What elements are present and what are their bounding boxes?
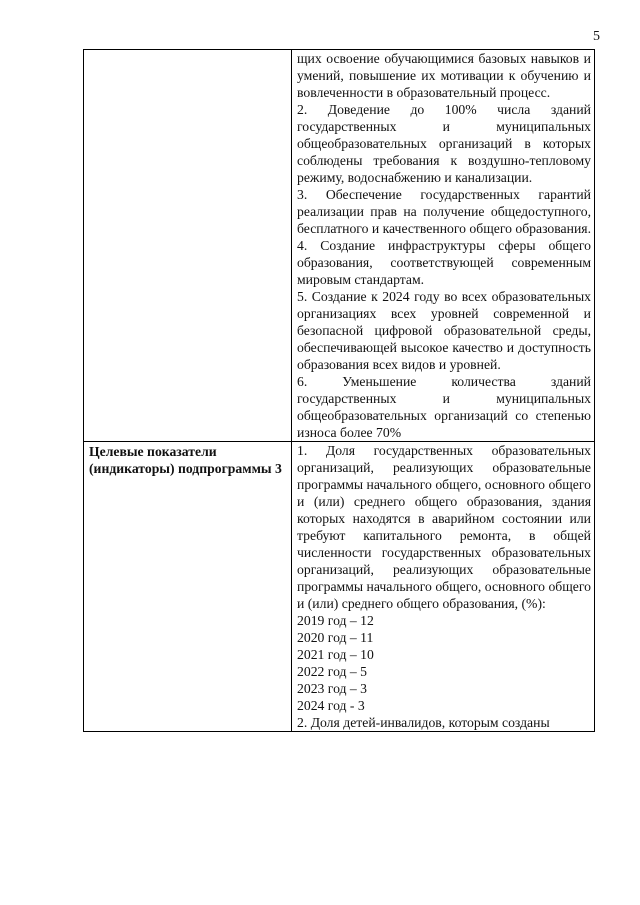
- indicators-text: [297, 442, 591, 731]
- task-paragraph: 6. Уменьшение количества зданий государственных и муниципальных общеобразовательных организаций со степенью износа более 70%: [297, 374, 591, 440]
- table-row: [84, 50, 595, 442]
- table-row: [84, 442, 595, 732]
- program-passport-table: [83, 49, 595, 732]
- year-value: 2021 год – 10: [297, 647, 374, 662]
- year-value: 2020 год – 11: [297, 630, 374, 645]
- task-paragraph: 5. Создание к 2024 году во всех образовательных организациях всех уровней современной и безопасной цифровой образовательной среды, обеспечивающей высокое качество и доступность образования всех видов и уровней.: [297, 289, 591, 372]
- year-value: 2023 год – 3: [297, 681, 368, 696]
- indicator-next: 2. Доля детей-инвалидов, которым созданы: [297, 715, 550, 730]
- year-value: 2022 год – 5: [297, 664, 368, 679]
- task-paragraph: 3. Обеспечение государственных гарантий реализации прав на получение общедоступного, бесплатного и качественного общего образования.: [297, 187, 591, 236]
- year-value: 2019 год – 12: [297, 613, 374, 628]
- label-cell: [84, 442, 292, 732]
- task-paragraph: 4. Создание инфраструктуры сферы общего образования, соответствующей современным мировым стандартам.: [297, 238, 591, 287]
- year-values-list: [297, 612, 591, 714]
- tasks-text: [297, 50, 591, 441]
- indicator-intro: 1. Доля государственных образовательных организаций, реализующих образовательные программы начального общего, основного общего и (или) среднего общего образования, здания которых находятся в аварийном состоянии или требуют капитального ремонта, в общей численности государственных образовательных организаций, реализующих образовательные программы начального общего, основного общего и (или) среднего общего образования, (%):: [297, 443, 591, 611]
- indicators-label: Целевые показатели (индикаторы) подпрограммы 3: [89, 444, 282, 476]
- task-paragraph: 2. Доведение до 100% числа зданий государственных и муниципальных общеобразовательных организаций в которых соблюдены требования к воздушно-тепловому режиму, водоснабжению и канализации.: [297, 102, 591, 185]
- year-value: 2024 год - 3: [297, 698, 365, 713]
- label-cell-empty: [84, 50, 292, 442]
- tasks-cell: [292, 50, 595, 442]
- task-paragraph: щих освоение обучающимися базовых навыков и умений, повышение их мотивации к обучению и вовлеченности в образовательный процесс.: [297, 51, 591, 100]
- indicators-cell: [292, 442, 595, 732]
- page-number: 5: [593, 29, 600, 44]
